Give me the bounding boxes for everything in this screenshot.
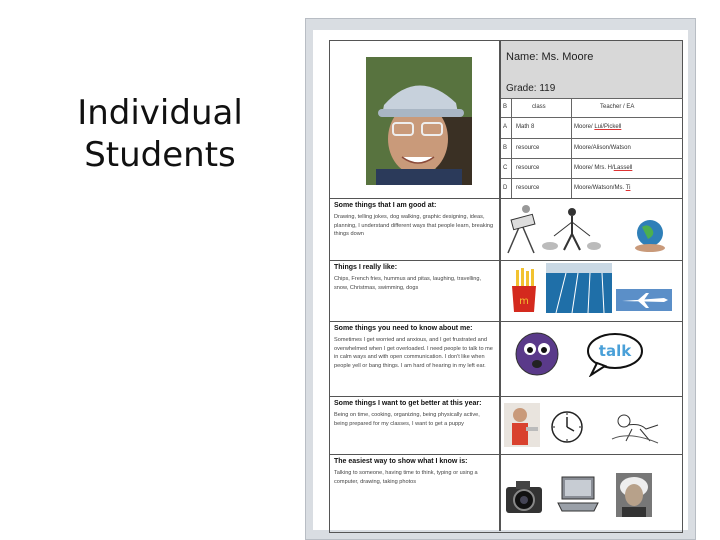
table-line bbox=[501, 138, 683, 139]
table-cell: Moore/Watson/Ms. Ti bbox=[574, 185, 631, 191]
table-line bbox=[501, 178, 683, 179]
section-body-show-what-i-know: Talking to someone, having time to think, typing or using a computer, drawing, taking photos bbox=[334, 470, 478, 485]
french-fries-icon bbox=[506, 268, 542, 314]
table-line bbox=[501, 158, 683, 159]
swimming-pool-icon bbox=[546, 263, 612, 313]
airplane-icon bbox=[616, 289, 672, 311]
table-cell: Moore/Alison/Watson bbox=[574, 145, 631, 151]
student-photo bbox=[366, 57, 472, 185]
document-page bbox=[313, 30, 688, 530]
table-top-line bbox=[501, 98, 683, 99]
section-body-likes: Chips, French fries, hummus and pitas, laughing, travelling, snow, Christmas, swimming, dogs bbox=[334, 276, 482, 291]
einstein-photo-icon bbox=[616, 473, 652, 517]
cooking-person-icon bbox=[504, 403, 540, 447]
table-header-cell: B bbox=[503, 104, 508, 110]
table-col-line bbox=[511, 98, 512, 198]
table-cell: C bbox=[503, 165, 508, 171]
table-cell: B bbox=[503, 145, 508, 151]
section-title-get-better: Some things I want to get better at this year: bbox=[334, 400, 482, 407]
clock-icon bbox=[550, 409, 584, 445]
svg-text:m: m bbox=[519, 296, 529, 307]
section-divider bbox=[330, 260, 682, 261]
section-divider bbox=[330, 198, 682, 199]
section-body-know-about-me: Sometimes I get worried and anxious, and I get frustrated and overwhelmed when I get overloaded. I need people to talk to me in calm ways and with open communication. I don't like when people yell or bang things. I am hard of hearing in my left ear. bbox=[334, 337, 493, 369]
globe-hand-icon bbox=[630, 217, 670, 253]
laptop-icon bbox=[556, 473, 600, 517]
talk-bubble-icon bbox=[585, 331, 645, 377]
section-body-get-better: Being on time, cooking, organizing, being physically active, being prepared for my classes, I want to get a puppy bbox=[334, 412, 480, 427]
worried-face-icon bbox=[514, 331, 560, 377]
column-divider bbox=[499, 41, 501, 531]
section-divider bbox=[330, 396, 682, 397]
table-cell: D bbox=[503, 185, 508, 191]
section-title-show-what-i-know: The easiest way to show what I know is: bbox=[334, 458, 468, 465]
table-header-cell: Teacher / EA bbox=[600, 104, 635, 110]
slide-title bbox=[60, 92, 260, 176]
document-frame bbox=[305, 18, 696, 540]
student-name: Name: Ms. Moore bbox=[506, 51, 594, 63]
table-header-cell: class bbox=[532, 104, 546, 110]
profile-grid bbox=[329, 40, 683, 533]
section-title-likes: Things I really like: bbox=[334, 264, 398, 271]
section-divider bbox=[330, 454, 682, 455]
talk-bubble-text: talk bbox=[598, 342, 632, 360]
slide-title-line1: Individual bbox=[77, 93, 243, 133]
dog-walking-icon bbox=[540, 206, 602, 258]
running-figure-icon bbox=[610, 411, 662, 447]
drawing-desk-icon bbox=[504, 203, 538, 257]
slide-title-line2: Students bbox=[84, 135, 236, 175]
section-divider bbox=[330, 321, 682, 322]
table-cell: resource bbox=[516, 165, 540, 171]
table-cell: A bbox=[503, 124, 508, 130]
table-line bbox=[501, 117, 683, 118]
table-cell: Moore/ Lui/Pickell bbox=[574, 124, 622, 130]
section-title-know-about-me: Some things you need to know about me: bbox=[334, 325, 473, 332]
camera-icon bbox=[504, 477, 544, 517]
table-cell: Moore/ Mrs. H/Lassell bbox=[574, 165, 633, 171]
section-body-good-at: Drawing, telling jokes, dog walking, graphic designing, ideas, planning, I understand different ways that people learn, breaking things down bbox=[334, 214, 494, 238]
table-col-line bbox=[571, 98, 572, 198]
section-title-good-at: Some things that I am good at: bbox=[334, 202, 437, 209]
student-grade: Grade: 119 bbox=[506, 83, 556, 94]
table-cell: resource bbox=[516, 185, 540, 191]
table-cell: resource bbox=[516, 145, 540, 151]
table-cell: Math 8 bbox=[516, 124, 535, 130]
